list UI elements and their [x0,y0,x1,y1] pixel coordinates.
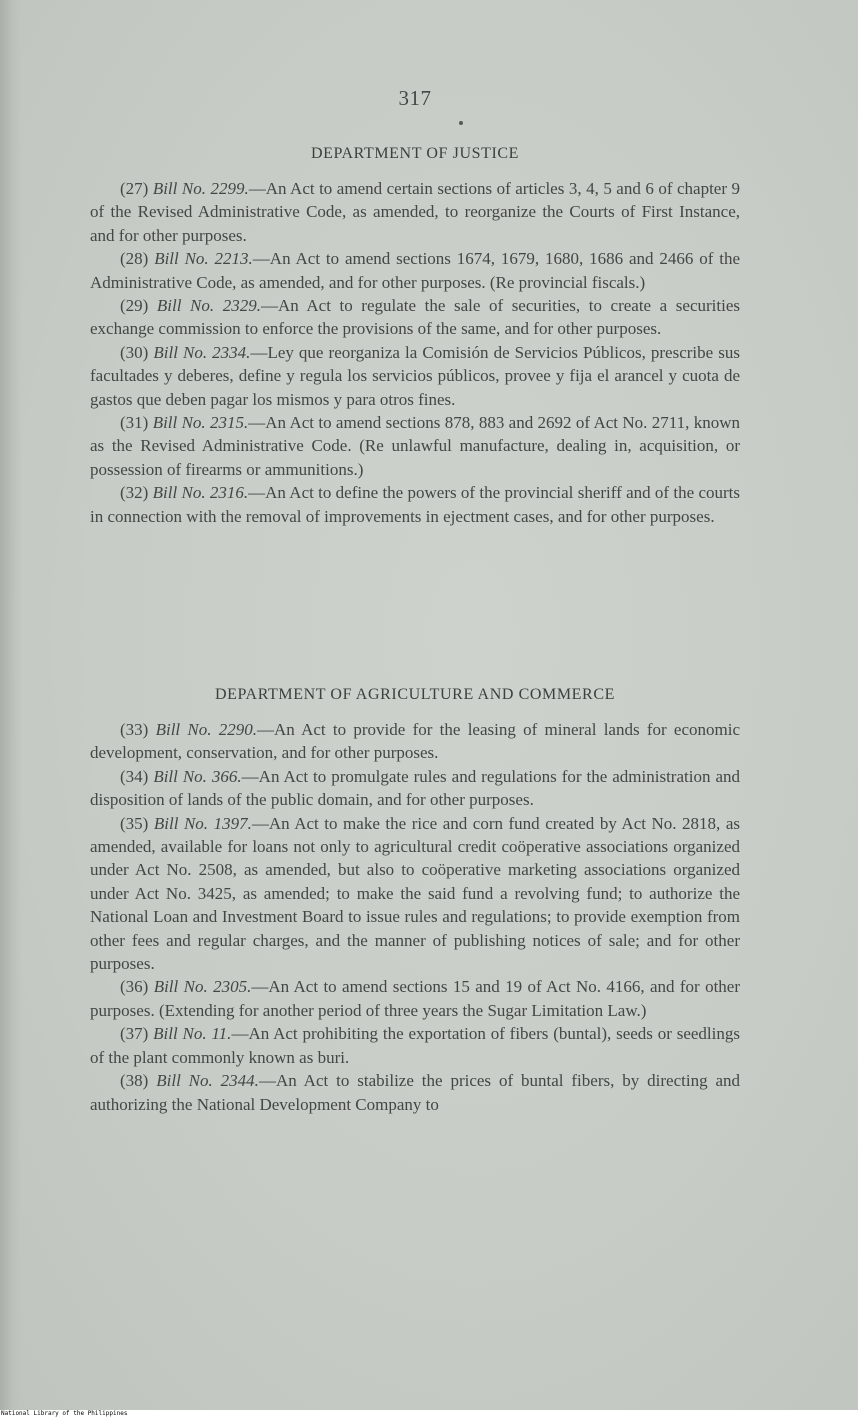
bill-number: Bill No. 11. [153,1024,232,1044]
bill-entry [90,765,740,812]
bill-number: Bill No. 2316. [152,483,249,503]
entry-number: (38) [120,1071,149,1091]
bill-number: Bill No. 2329. [156,296,261,316]
bill-number: Bill No. 2315. [152,413,249,433]
section-justice [90,177,740,528]
bill-entry [90,1022,740,1069]
bill-description: —An Act to regulate the sale of securities, to create a securities exchange commission to enforce the provisions of the same, and for other purposes. [90,296,740,339]
entry-number: (34) [120,766,149,786]
bill-number: Bill No. 2299. [152,179,249,198]
entry-number: (27) [120,179,149,198]
bill-number: Bill No. 2213. [154,249,253,269]
page-number: 317 [398,86,432,110]
bill-entry [90,718,740,765]
bill-number: Bill No. 2344. [156,1071,259,1091]
bill-entry [90,975,740,1022]
entry-number: (35) [120,813,149,833]
bill-description: —An Act to amend sections 15 and 19 of Act No. 4166, and for other purposes. (Extending for another period of three years the Sugar Limitation Law.) [90,977,741,1020]
entry-number: (30) [120,342,149,362]
bill-description: —An Act to stabilize the prices of buntal fibers, by directing and authorizing the National Development Company to [90,1071,741,1114]
section-heading-agriculture: DEPARTMENT OF AGRICULTURE AND COMMERCE [215,686,615,703]
bill-number: Bill No. 366. [153,766,242,786]
entry-number: (32) [120,483,149,503]
bill-description: —An Act to provide for the leasing of mineral lands for economic development, conservation, and for other purposes. [90,720,741,763]
footer-strip [0,1410,858,1418]
bill-description: —An Act to amend sections 878, 883 and 2692 of Act No. 2711, known as the Revised Administrative Code. (Re unlawful manufacture, dealing in, acquisition, or possession of firearms or ammunitions.) [90,413,740,479]
library-watermark: National Library of the Philippines [1,1410,128,1417]
bill-description: —An Act to define the powers of the provincial sheriff and of the courts in connection with the removal of improvements in ejectment cases, and for other purposes. [90,483,740,526]
bill-number: Bill No. 2334. [153,342,251,362]
entry-number: (29) [120,296,149,316]
bill-entry [90,1069,740,1116]
bill-entry [90,177,740,247]
bill-entry [90,812,740,976]
bill-entry [90,247,740,294]
bill-description: —An Act to amend sections 1674, 1679, 1680, 1686 and 2466 of the Administrative Code, as amended, and for other purposes. (Re provincial fiscals.) [90,249,740,292]
bill-entry [90,294,740,341]
ink-dot [459,121,463,125]
entry-number: (36) [120,977,149,997]
bill-description: —An Act to amend certain sections of articles 3, 4, 5 and 6 of chapter 9 of the Revised Administrative Code, as amended, to reorganize the Courts of First Instance, and for other purposes. [90,179,741,245]
bill-description: —An Act prohibiting the exportation of fibers (buntal), seeds or seedlings of the plant commonly known as buri. [90,1024,740,1067]
bill-entry [90,341,740,411]
bill-description: —Ley que reorganiza la Comisión de Servicios Públicos, prescribe sus facultades y deberes, define y regula los servicios públicos, provee y fija el arancel y cuota de gastos que deben pagar los mismos y para otros fines. [90,342,740,409]
section-heading-justice: DEPARTMENT OF JUSTICE [310,145,520,162]
page-spine-shadow [0,0,22,1410]
bill-description: —An Act to make the rice and corn fund created by Act No. 2818, as amended, available for loans not only to agricultural credit coöperative associations organized under Act No. 2508, as amended, but also to coöperative marketing associations organized under Act No. 3425, as amended; to make the said fund a revolving fund; to authorize the National Loan and Investment Board to issue rules and regulations; to provide exemption from other fees and regular charges, and the manner of publishing notices of sale; and for other purposes. [90,813,740,974]
entry-number: (28) [120,249,149,269]
bill-description: —An Act to promulgate rules and regulations for the administration and disposition of lands of the public domain, and for other purposes. [90,766,740,810]
bill-entry [90,411,740,481]
bill-number: Bill No. 1397. [153,813,252,833]
entry-number: (33) [120,720,149,739]
bill-number: Bill No. 2290. [155,720,258,739]
bill-entry [90,481,740,528]
entry-number: (37) [120,1024,149,1044]
entry-number: (31) [120,413,149,433]
bill-number: Bill No. 2305. [153,977,252,997]
section-agriculture [90,718,740,1116]
